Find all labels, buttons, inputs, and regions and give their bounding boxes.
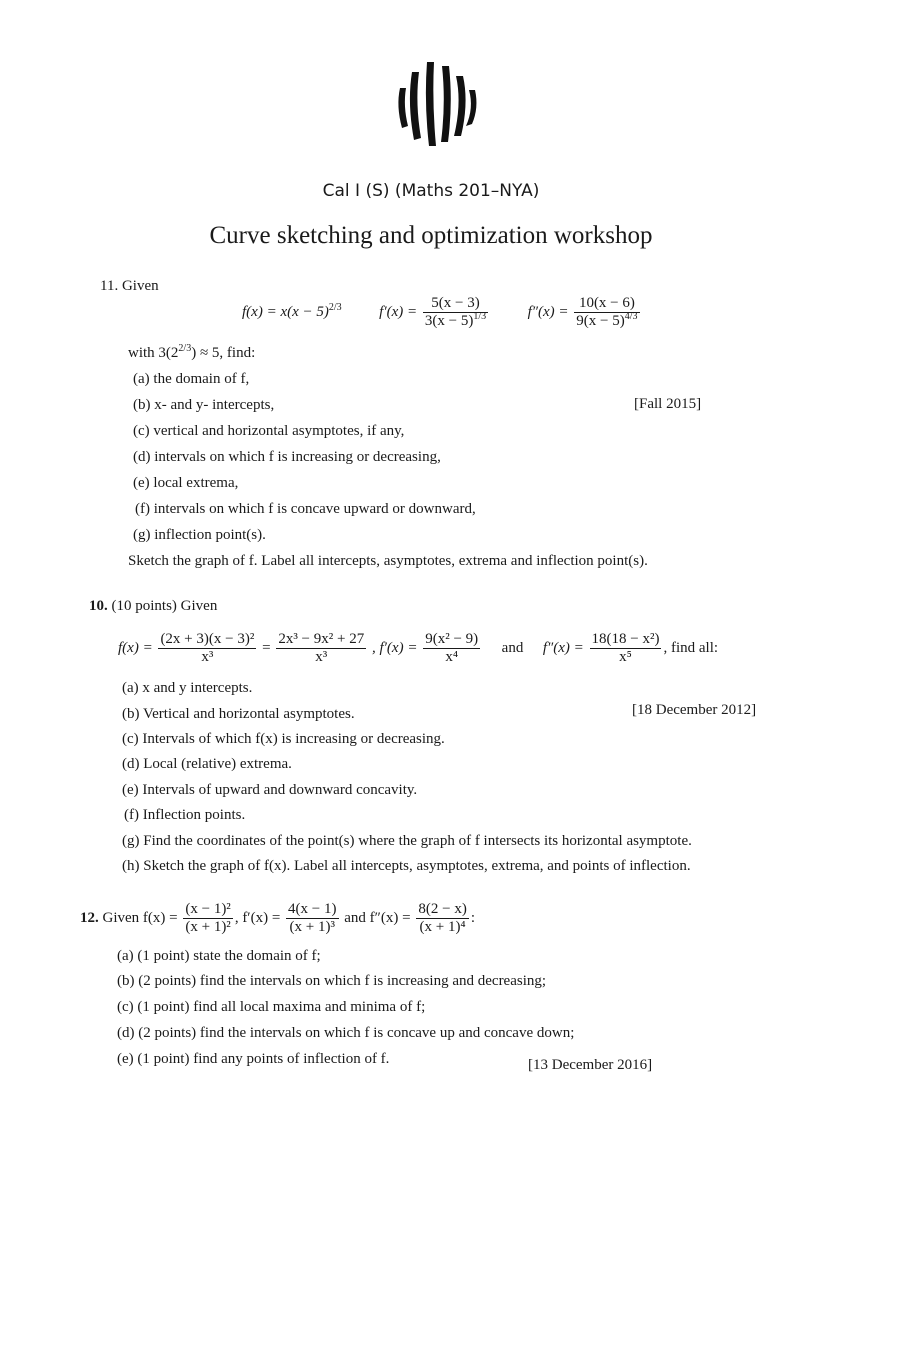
q10-item-f: (f) Inflection points.: [124, 807, 246, 823]
q10-source: [18 December 2012]: [632, 702, 757, 718]
page-title: Curve sketching and optimization workshop: [209, 222, 653, 249]
q11-sketch: Sketch the graph of f. Label all intercepts, asymptotes, extrema and inflection point(s).: [128, 553, 648, 569]
q11-item-g: (g) inflection point(s).: [133, 527, 266, 543]
q12-item-c: (c) (1 point) find all local maxima and minima of f;: [117, 999, 426, 1015]
q12-item-b: (b) (2 points) find the intervals on which f is increasing and decreasing;: [117, 973, 547, 989]
q10-item-h: (h) Sketch the graph of f(x). Label all intercepts, asymptotes, extrema, and points of inflection.: [122, 858, 691, 874]
q12-fp-frac: $\frac{4(x - 1)}{\text{(x + 1)³}}$: [288, 901, 337, 935]
q11-item-b: (b) x- and y- intercepts,: [133, 397, 275, 413]
q11-fpp-frac: $\frac{10(x - 6)}{9(x - 5)^{4/3}}$: [576, 295, 638, 329]
course-title: Cal I (S) (Maths 201–NYA): [322, 181, 540, 201]
q10-item-b: (b) Vertical and horizontal asymptotes.: [122, 706, 355, 722]
q10-item-a: (a) x and y intercepts.: [122, 680, 253, 696]
q10-item-e: (e) Intervals of upward and downward concavity.: [122, 782, 418, 798]
q11-item-a: (a) the domain of f,: [133, 371, 250, 387]
q10-heading: 10. (10 points) Given: [89, 598, 218, 614]
q12-heading: 12. Given f(x) = $\frac{\text{(x − 1)²}}{\text{(x + 1)²}}$ , f′(x) = $\frac{4(x - 1)}{\text{(x + 1)³}}$ and f″(x) = $\frac{8(2 - x)}{\text{(x + 1)⁴}}$ :: [80, 901, 475, 935]
q11-fp-frac: $\frac{5(x - 3)}{3(x - 5)^{1/3}}$: [424, 295, 487, 329]
q11-number: 11. Given: [100, 278, 159, 294]
q11-with: with $3(2^{2/3}) \approx 5$, find:: [128, 343, 256, 361]
q11-item-e: (e) local extrema,: [133, 475, 239, 491]
q11-fp: f′(x) =: [379, 304, 418, 320]
q11-item-f: (f) intervals on which f is concave upward or downward,: [135, 501, 476, 517]
q11-fpp: f″(x) =: [527, 304, 569, 320]
q10-fpp-frac: $\frac{\text{18(18 − x²)}}{\text{x⁵}}$: [591, 631, 660, 665]
q11-item-d: (d) intervals on which f is increasing or decreasing,: [133, 449, 441, 465]
q10-item-g: (g) Find the coordinates of the point(s) where the graph of f intersects its horizontal asymptote.: [122, 833, 692, 849]
q10-fp-frac: $\frac{\text{9(x² − 9)}}{\text{x⁴}}$: [425, 631, 479, 665]
q10-f-frac1: $\frac{\text{(2x + 3)(x − 3)²}}{\text{x³}}$: [160, 631, 255, 665]
q11-item-c: (c) vertical and horizontal asymptotes, if any,: [133, 423, 405, 439]
q11-source: [Fall 2015]: [634, 396, 702, 412]
q10-equations: f(x) = $\frac{\text{(2x + 3)(x − 3)²}}{\text{x³}}$ = $\frac{\text{2x³ − 9x² + 27}}{\text{x³}}$ , f′(x) = $\frac{\text{9(x² − 9)}}{\text{x⁴}}$ and f″(x) = $\frac{\text{18(18 − x²)}}{\text{x⁵}}$ , find all:: [118, 631, 719, 665]
q12-item-d: (d) (2 points) find the intervals on which f is concave up and concave down;: [117, 1025, 575, 1041]
q11-equations: [242, 295, 642, 330]
q12-item-e: (e) (1 point) find any points of inflection of f.: [117, 1051, 390, 1067]
q12-f-frac: $\frac{\text{(x − 1)²}}{\text{(x + 1)²}}$: [185, 901, 231, 935]
q11-f: $f(x) = x(x - 5)^{2/3}$: [242, 302, 342, 320]
college-stripes-logo: [390, 58, 480, 148]
q12-item-a: (a) (1 point) state the domain of f;: [117, 948, 321, 964]
q10-item-c: (c) Intervals of which f(x) is increasing or decreasing.: [122, 731, 445, 747]
q12-fpp-frac: $\frac{8(2 - x)}{\text{(x + 1)⁴}}$: [418, 901, 467, 935]
q12-source: [13 December 2016]: [528, 1057, 653, 1073]
q10-item-d: (d) Local (relative) extrema.: [122, 756, 292, 772]
q10-f-frac2: $\frac{\text{2x³ − 9x² + 27}}{\text{x³}}$: [278, 631, 365, 665]
